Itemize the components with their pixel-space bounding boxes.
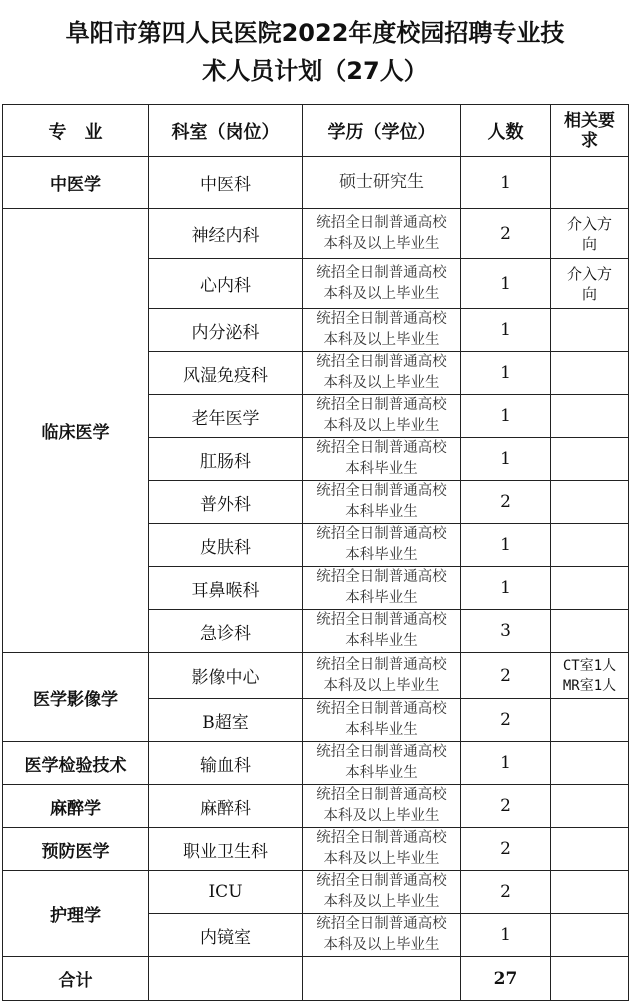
table-row <box>3 653 629 699</box>
education-cell: 统招全日制普通高校 本科及以上毕业生 <box>303 828 461 871</box>
major-cell: 医学检验技术 <box>3 742 149 785</box>
education-cell: 统招全日制普通高校 本科毕业生 <box>303 699 461 742</box>
education-cell: 统招全日制普通高校 本科及以上毕业生 <box>303 395 461 438</box>
count-cell: 2 <box>461 828 551 871</box>
dept-cell: 心内科 <box>149 259 303 309</box>
requirement-cell <box>551 914 629 957</box>
requirement-cell <box>551 309 629 352</box>
requirement-cell <box>551 157 629 209</box>
major-cell: 麻醉学 <box>3 785 149 828</box>
count-cell: 1 <box>461 742 551 785</box>
education-cell: 统招全日制普通高校 本科毕业生 <box>303 610 461 653</box>
table-row <box>3 871 629 914</box>
education-cell: 统招全日制普通高校 本科及以上毕业生 <box>303 209 461 259</box>
count-cell: 1 <box>461 567 551 610</box>
requirement-cell <box>551 610 629 653</box>
dept-cell: 中医科 <box>149 157 303 209</box>
requirement-cell <box>551 871 629 914</box>
education-cell: 统招全日制普通高校 本科及以上毕业生 <box>303 871 461 914</box>
education-cell: 统招全日制普通高校 本科及以上毕业生 <box>303 914 461 957</box>
dept-cell: 内镜室 <box>149 914 303 957</box>
dept-cell: 皮肤科 <box>149 524 303 567</box>
header-row <box>3 105 629 157</box>
education-cell: 统招全日制普通高校 本科毕业生 <box>303 567 461 610</box>
header-requirement <box>551 105 629 157</box>
dept-cell: 内分泌科 <box>149 309 303 352</box>
count-cell: 1 <box>461 395 551 438</box>
requirement-cell <box>551 481 629 524</box>
title-line-1: 阜阳市第四人民医院2022年度校园招聘专业技 <box>65 19 565 47</box>
table-row <box>3 742 629 785</box>
dept-cell: 普外科 <box>149 481 303 524</box>
requirement-cell <box>551 785 629 828</box>
count-cell: 2 <box>461 785 551 828</box>
education-cell: 统招全日制普通高校 本科及以上毕业生 <box>303 785 461 828</box>
table-row <box>3 785 629 828</box>
count-cell: 2 <box>461 653 551 699</box>
dept-cell: 急诊科 <box>149 610 303 653</box>
count-cell: 1 <box>461 438 551 481</box>
requirement-cell <box>551 395 629 438</box>
dept-cell: 耳鼻喉科 <box>149 567 303 610</box>
education-cell: 统招全日制普通高校 本科及以上毕业生 <box>303 653 461 699</box>
dept-cell: 老年医学 <box>149 395 303 438</box>
count-cell: 2 <box>461 699 551 742</box>
requirement-cell <box>551 742 629 785</box>
major-cell: 护理学 <box>3 871 149 957</box>
dept-cell: 肛肠科 <box>149 438 303 481</box>
requirement-cell <box>551 524 629 567</box>
table-row <box>3 828 629 871</box>
dept-cell: 职业卫生科 <box>149 828 303 871</box>
count-cell: 1 <box>461 352 551 395</box>
total-dept-empty <box>149 957 303 1001</box>
dept-cell: 麻醉科 <box>149 785 303 828</box>
count-cell: 3 <box>461 610 551 653</box>
table-row <box>3 209 629 259</box>
header-count: 人数 <box>461 105 551 157</box>
education-cell: 统招全日制普通高校 本科毕业生 <box>303 524 461 567</box>
requirement-cell: 介入方 向 <box>551 259 629 309</box>
major-cell: 医学影像学 <box>3 653 149 742</box>
header-dept: 科室（岗位） <box>149 105 303 157</box>
count-cell: 2 <box>461 209 551 259</box>
total-edu-empty <box>303 957 461 1001</box>
page-title <box>0 0 630 104</box>
total-label: 合计 <box>3 957 149 1001</box>
recruitment-table <box>2 104 629 1001</box>
major-cell: 中医学 <box>3 157 149 209</box>
education-cell: 统招全日制普通高校 本科毕业生 <box>303 438 461 481</box>
requirement-cell: 介入方 向 <box>551 209 629 259</box>
title-line-2: 术人员计划（27人） <box>202 57 428 85</box>
requirement-cell <box>551 352 629 395</box>
dept-cell: 输血科 <box>149 742 303 785</box>
dept-cell: ICU <box>149 871 303 914</box>
dept-cell: 风湿免疫科 <box>149 352 303 395</box>
count-cell: 2 <box>461 481 551 524</box>
major-cell: 临床医学 <box>3 209 149 653</box>
dept-cell: 神经内科 <box>149 209 303 259</box>
requirement-cell <box>551 699 629 742</box>
education-cell: 统招全日制普通高校 本科毕业生 <box>303 742 461 785</box>
header-major: 专 业 <box>3 105 149 157</box>
education-cell: 统招全日制普通高校 本科及以上毕业生 <box>303 259 461 309</box>
requirement-cell: CT室1人 MR室1人 <box>551 653 629 699</box>
requirement-cell <box>551 828 629 871</box>
header-education: 学历（学位） <box>303 105 461 157</box>
count-cell: 1 <box>461 914 551 957</box>
education-cell: 统招全日制普通高校 本科及以上毕业生 <box>303 309 461 352</box>
education-cell: 统招全日制普通高校 本科毕业生 <box>303 481 461 524</box>
count-cell: 1 <box>461 259 551 309</box>
major-cell: 预防医学 <box>3 828 149 871</box>
count-cell: 1 <box>461 309 551 352</box>
total-row <box>3 957 629 1001</box>
education-cell: 统招全日制普通高校 本科及以上毕业生 <box>303 352 461 395</box>
requirement-cell <box>551 567 629 610</box>
requirement-cell <box>551 438 629 481</box>
count-cell: 2 <box>461 871 551 914</box>
dept-cell: B超室 <box>149 699 303 742</box>
count-cell: 1 <box>461 157 551 209</box>
table-row <box>3 157 629 209</box>
dept-cell: 影像中心 <box>149 653 303 699</box>
header-requirement-line-1: 相关要 <box>564 110 615 131</box>
total-count: 27 <box>461 957 551 1001</box>
header-requirement-line-2: 求 <box>581 130 598 151</box>
total-requirement-empty <box>551 957 629 1001</box>
count-cell: 1 <box>461 524 551 567</box>
education-cell: 硕士研究生 <box>303 157 461 209</box>
